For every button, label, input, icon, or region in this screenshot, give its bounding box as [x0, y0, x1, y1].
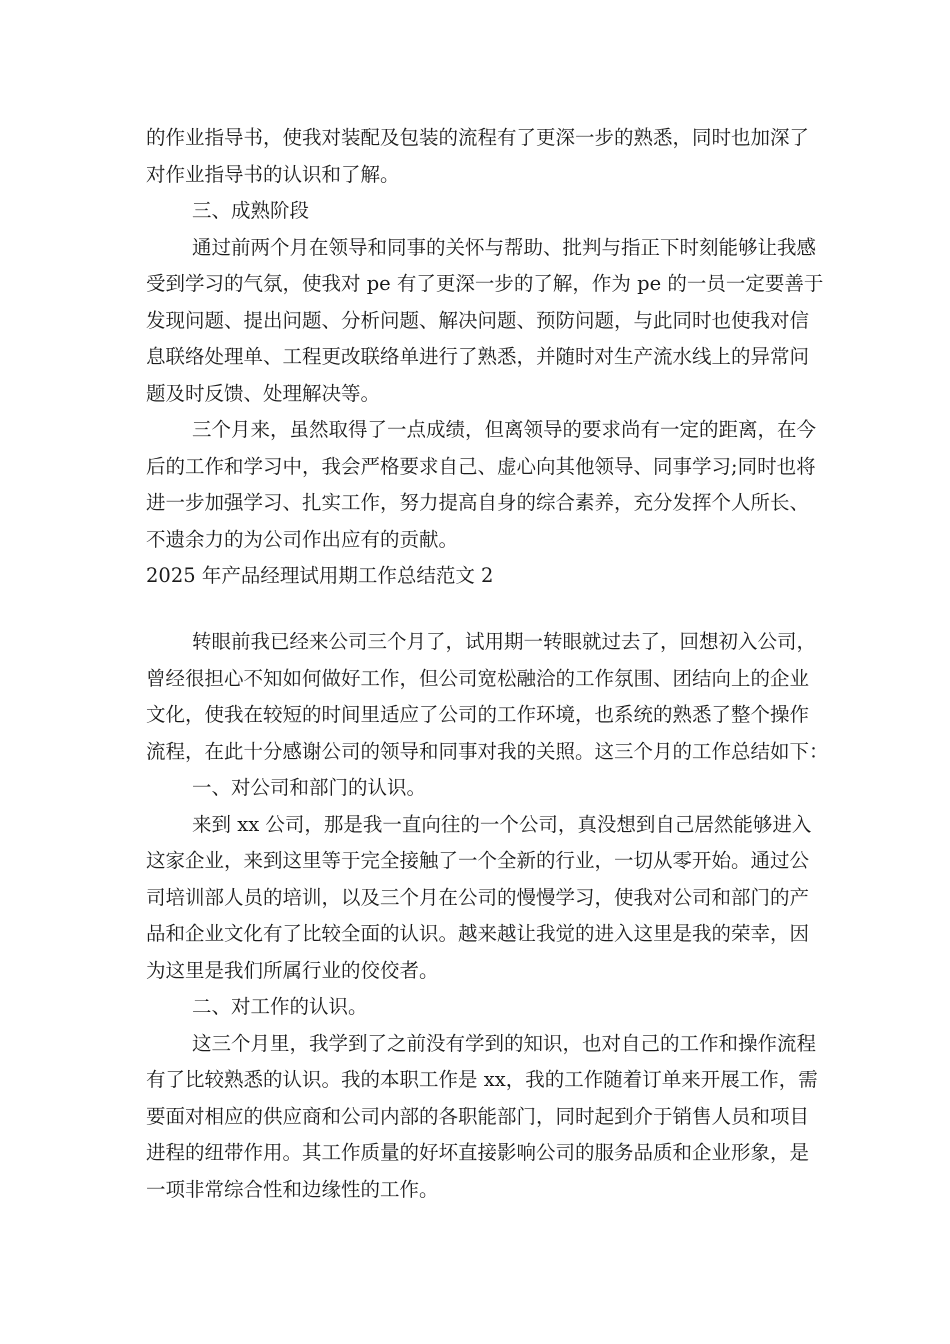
- text-line: 曾经很担心不知如何做好工作，但公司宽松融洽的工作氛围、团结向上的企业: [146, 667, 810, 690]
- section-heading-1: 一、对公司和部门的认识。: [192, 776, 427, 799]
- text-line: 司培训部人员的培训，以及三个月在公司的慢慢学习，使我对公司和部门的产: [146, 886, 810, 909]
- text-line: 为这里是我们所属行业的佼佼者。: [146, 959, 439, 982]
- text-line: 进程的纽带作用。其工作质量的好坏直接影响公司的服务品质和企业形象，是: [146, 1141, 810, 1164]
- text-line: 后的工作和学习中，我会严格要求自己、虚心向其他领导、同事学习;同时也将: [146, 455, 816, 478]
- section-heading-3: 三、成熟阶段: [192, 199, 310, 222]
- text-line: 流程，在此十分感谢公司的领导和同事对我的关照。这三个月的工作总结如下：: [146, 740, 829, 763]
- text-line: 通过前两个月在领导和同事的关怀与帮助、批判与指正下时刻能够让我感: [192, 236, 817, 259]
- section-heading-2: 二、对工作的认识。: [192, 995, 368, 1018]
- text-line: 有了比较熟悉的认识。我的本职工作是 xx，我的工作随着订单来开展工作，需: [146, 1068, 818, 1091]
- text-line: 的作业指导书，使我对装配及包装的流程有了更深一步的熟悉，同时也加深了: [146, 126, 810, 149]
- text-line: 要面对相应的供应商和公司内部的各职能部门，同时起到介于销售人员和项目: [146, 1105, 810, 1128]
- article-title: 2025 年产品经理试用期工作总结范文 2: [146, 564, 494, 587]
- text-line: 这家企业，来到这里等于完全接触了一个全新的行业，一切从零开始。通过公: [146, 849, 810, 872]
- text-line: 文化，使我在较短的时间里适应了公司的工作环境，也系统的熟悉了整个操作: [146, 703, 810, 726]
- text-line: 一项非常综合性和边缘性的工作。: [146, 1178, 439, 1201]
- text-line: 来到 xx 公司，那是我一直向往的一个公司，真没想到自己居然能够进入: [192, 813, 812, 836]
- text-line: 息联络处理单、工程更改联络单进行了熟悉，并随时对生产流水线上的异常问: [146, 345, 810, 368]
- text-line: 转眼前我已经来公司三个月了，试用期一转眼就过去了，回想初入公司，: [192, 630, 817, 653]
- text-line: 进一步加强学习、扎实工作，努力提高自身的综合素养，充分发挥个人所长、: [146, 491, 810, 514]
- text-line: 三个月来，虽然取得了一点成绩，但离领导的要求尚有一定的距离，在今: [192, 418, 817, 441]
- text-line: 这三个月里，我学到了之前没有学到的知识，也对自己的工作和操作流程: [192, 1032, 817, 1055]
- text-line: 受到学习的气氛，使我对 pe 有了更深一步的了解，作为 pe 的一员一定要善于: [146, 272, 824, 295]
- text-line: 对作业指导书的认识和了解。: [146, 163, 400, 186]
- text-line: 发现问题、提出问题、分析问题、解决问题、预防问题，与此同时也使我对信: [146, 309, 810, 332]
- text-line: 不遗余力的为公司作出应有的贡献。: [146, 528, 459, 551]
- text-line: 品和企业文化有了比较全面的认识。越来越让我觉的进入这里是我的荣幸，因: [146, 922, 810, 945]
- text-line: 题及时反馈、处理解决等。: [146, 382, 381, 405]
